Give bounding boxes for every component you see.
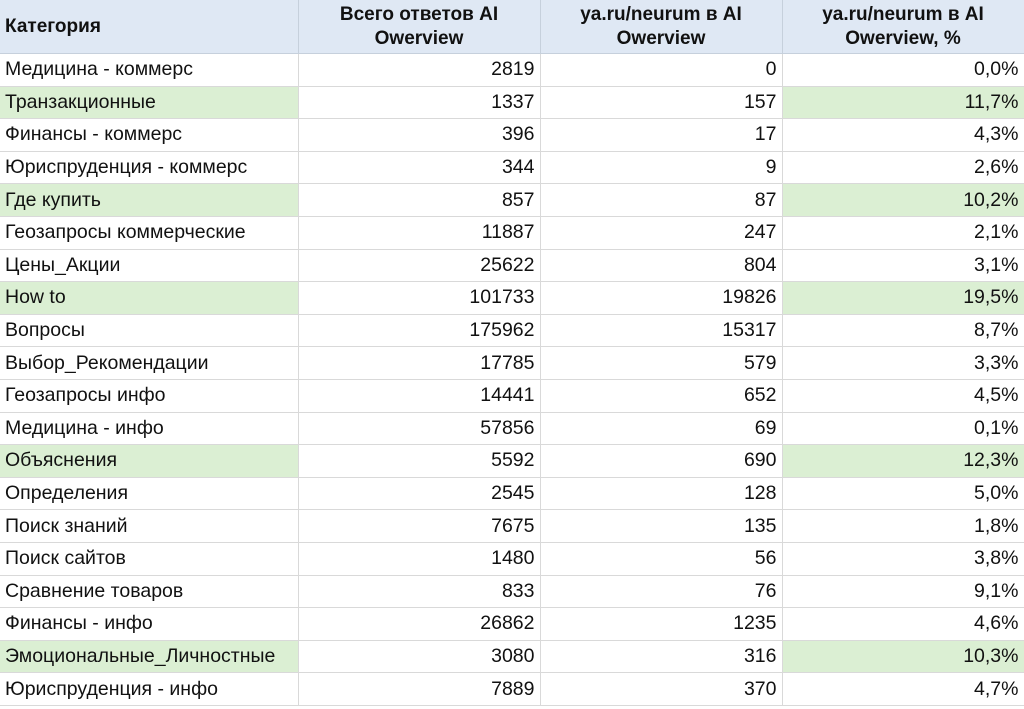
total-answers-cell: 175962 [298,314,540,347]
table-body [0,54,1024,706]
neurum-percent-cell: 10,2% [782,184,1024,217]
neurum-count-cell: 316 [540,640,782,673]
category-cell: Эмоциональные_Личностные [0,640,298,673]
neurum-count-cell: 370 [540,673,782,706]
neurum-count-cell: 247 [540,216,782,249]
neurum-percent-cell: 12,3% [782,445,1024,478]
table-row [0,347,1024,380]
header-neurum-count: ya.ru/neurum в AI Owerview [540,0,782,54]
neurum-count-cell: 157 [540,86,782,119]
category-cell: Сравнение товаров [0,575,298,608]
neurum-percent-cell: 5,0% [782,477,1024,510]
category-cell: Транзакционные [0,86,298,119]
total-answers-cell: 7675 [298,510,540,543]
category-cell: Геозапросы коммерческие [0,216,298,249]
category-cell: Определения [0,477,298,510]
category-cell: Где купить [0,184,298,217]
neurum-count-cell: 804 [540,249,782,282]
neurum-count-cell: 69 [540,412,782,445]
neurum-count-cell: 579 [540,347,782,380]
header-total-answers: Всего ответов AI Owerview [298,0,540,54]
table-row [0,379,1024,412]
neurum-count-cell: 0 [540,54,782,87]
category-cell: Медицина - коммерс [0,54,298,87]
total-answers-cell: 344 [298,151,540,184]
total-answers-cell: 857 [298,184,540,217]
neurum-count-cell: 56 [540,542,782,575]
table-row [0,54,1024,87]
neurum-percent-cell: 4,6% [782,608,1024,641]
table-row [0,542,1024,575]
total-answers-cell: 1480 [298,542,540,575]
category-cell: Медицина - инфо [0,412,298,445]
neurum-count-cell: 19826 [540,282,782,315]
table-row [0,608,1024,641]
neurum-count-cell: 9 [540,151,782,184]
table-row [0,640,1024,673]
total-answers-cell: 57856 [298,412,540,445]
header-category: Категория [0,0,298,54]
neurum-count-cell: 1235 [540,608,782,641]
category-cell: Цены_Акции [0,249,298,282]
neurum-percent-cell: 3,8% [782,542,1024,575]
table-row [0,673,1024,706]
table-row [0,412,1024,445]
neurum-percent-cell: 3,1% [782,249,1024,282]
table-row [0,477,1024,510]
neurum-percent-cell: 1,8% [782,510,1024,543]
table-row [0,282,1024,315]
category-cell: Поиск знаний [0,510,298,543]
total-answers-cell: 396 [298,119,540,152]
table-row [0,86,1024,119]
table-row [0,445,1024,478]
total-answers-cell: 7889 [298,673,540,706]
neurum-percent-cell: 2,6% [782,151,1024,184]
category-cell: Юриспруденция - коммерс [0,151,298,184]
neurum-percent-cell: 10,3% [782,640,1024,673]
header-row [0,0,1024,54]
table-row [0,184,1024,217]
neurum-count-cell: 690 [540,445,782,478]
total-answers-cell: 833 [298,575,540,608]
category-cell: Финансы - инфо [0,608,298,641]
category-cell: How to [0,282,298,315]
total-answers-cell: 26862 [298,608,540,641]
total-answers-cell: 25622 [298,249,540,282]
table-row [0,216,1024,249]
table-row [0,249,1024,282]
neurum-percent-cell: 3,3% [782,347,1024,380]
category-cell: Вопросы [0,314,298,347]
neurum-percent-cell: 4,3% [782,119,1024,152]
category-cell: Поиск сайтов [0,542,298,575]
total-answers-cell: 17785 [298,347,540,380]
table-row [0,119,1024,152]
neurum-percent-cell: 9,1% [782,575,1024,608]
category-cell: Объяснения [0,445,298,478]
neurum-count-cell: 652 [540,379,782,412]
total-answers-cell: 5592 [298,445,540,478]
total-answers-cell: 2819 [298,54,540,87]
neurum-percent-cell: 0,1% [782,412,1024,445]
neurum-count-cell: 76 [540,575,782,608]
category-cell: Геозапросы инфо [0,379,298,412]
header-neurum-percent: ya.ru/neurum в AI Owerview, % [782,0,1024,54]
neurum-percent-cell: 19,5% [782,282,1024,315]
table-row [0,151,1024,184]
total-answers-cell: 3080 [298,640,540,673]
neurum-percent-cell: 4,7% [782,673,1024,706]
neurum-percent-cell: 2,1% [782,216,1024,249]
neurum-count-cell: 87 [540,184,782,217]
neurum-percent-cell: 8,7% [782,314,1024,347]
neurum-count-cell: 128 [540,477,782,510]
total-answers-cell: 2545 [298,477,540,510]
total-answers-cell: 101733 [298,282,540,315]
neurum-percent-cell: 0,0% [782,54,1024,87]
table-row [0,314,1024,347]
category-cell: Юриспруденция - инфо [0,673,298,706]
table-row [0,510,1024,543]
total-answers-cell: 1337 [298,86,540,119]
category-cell: Выбор_Рекомендации [0,347,298,380]
table-row [0,575,1024,608]
neurum-percent-cell: 4,5% [782,379,1024,412]
total-answers-cell: 14441 [298,379,540,412]
neurum-count-cell: 17 [540,119,782,152]
total-answers-cell: 11887 [298,216,540,249]
category-cell: Финансы - коммерс [0,119,298,152]
neurum-count-cell: 135 [540,510,782,543]
neurum-count-cell: 15317 [540,314,782,347]
neurum-percent-cell: 11,7% [782,86,1024,119]
